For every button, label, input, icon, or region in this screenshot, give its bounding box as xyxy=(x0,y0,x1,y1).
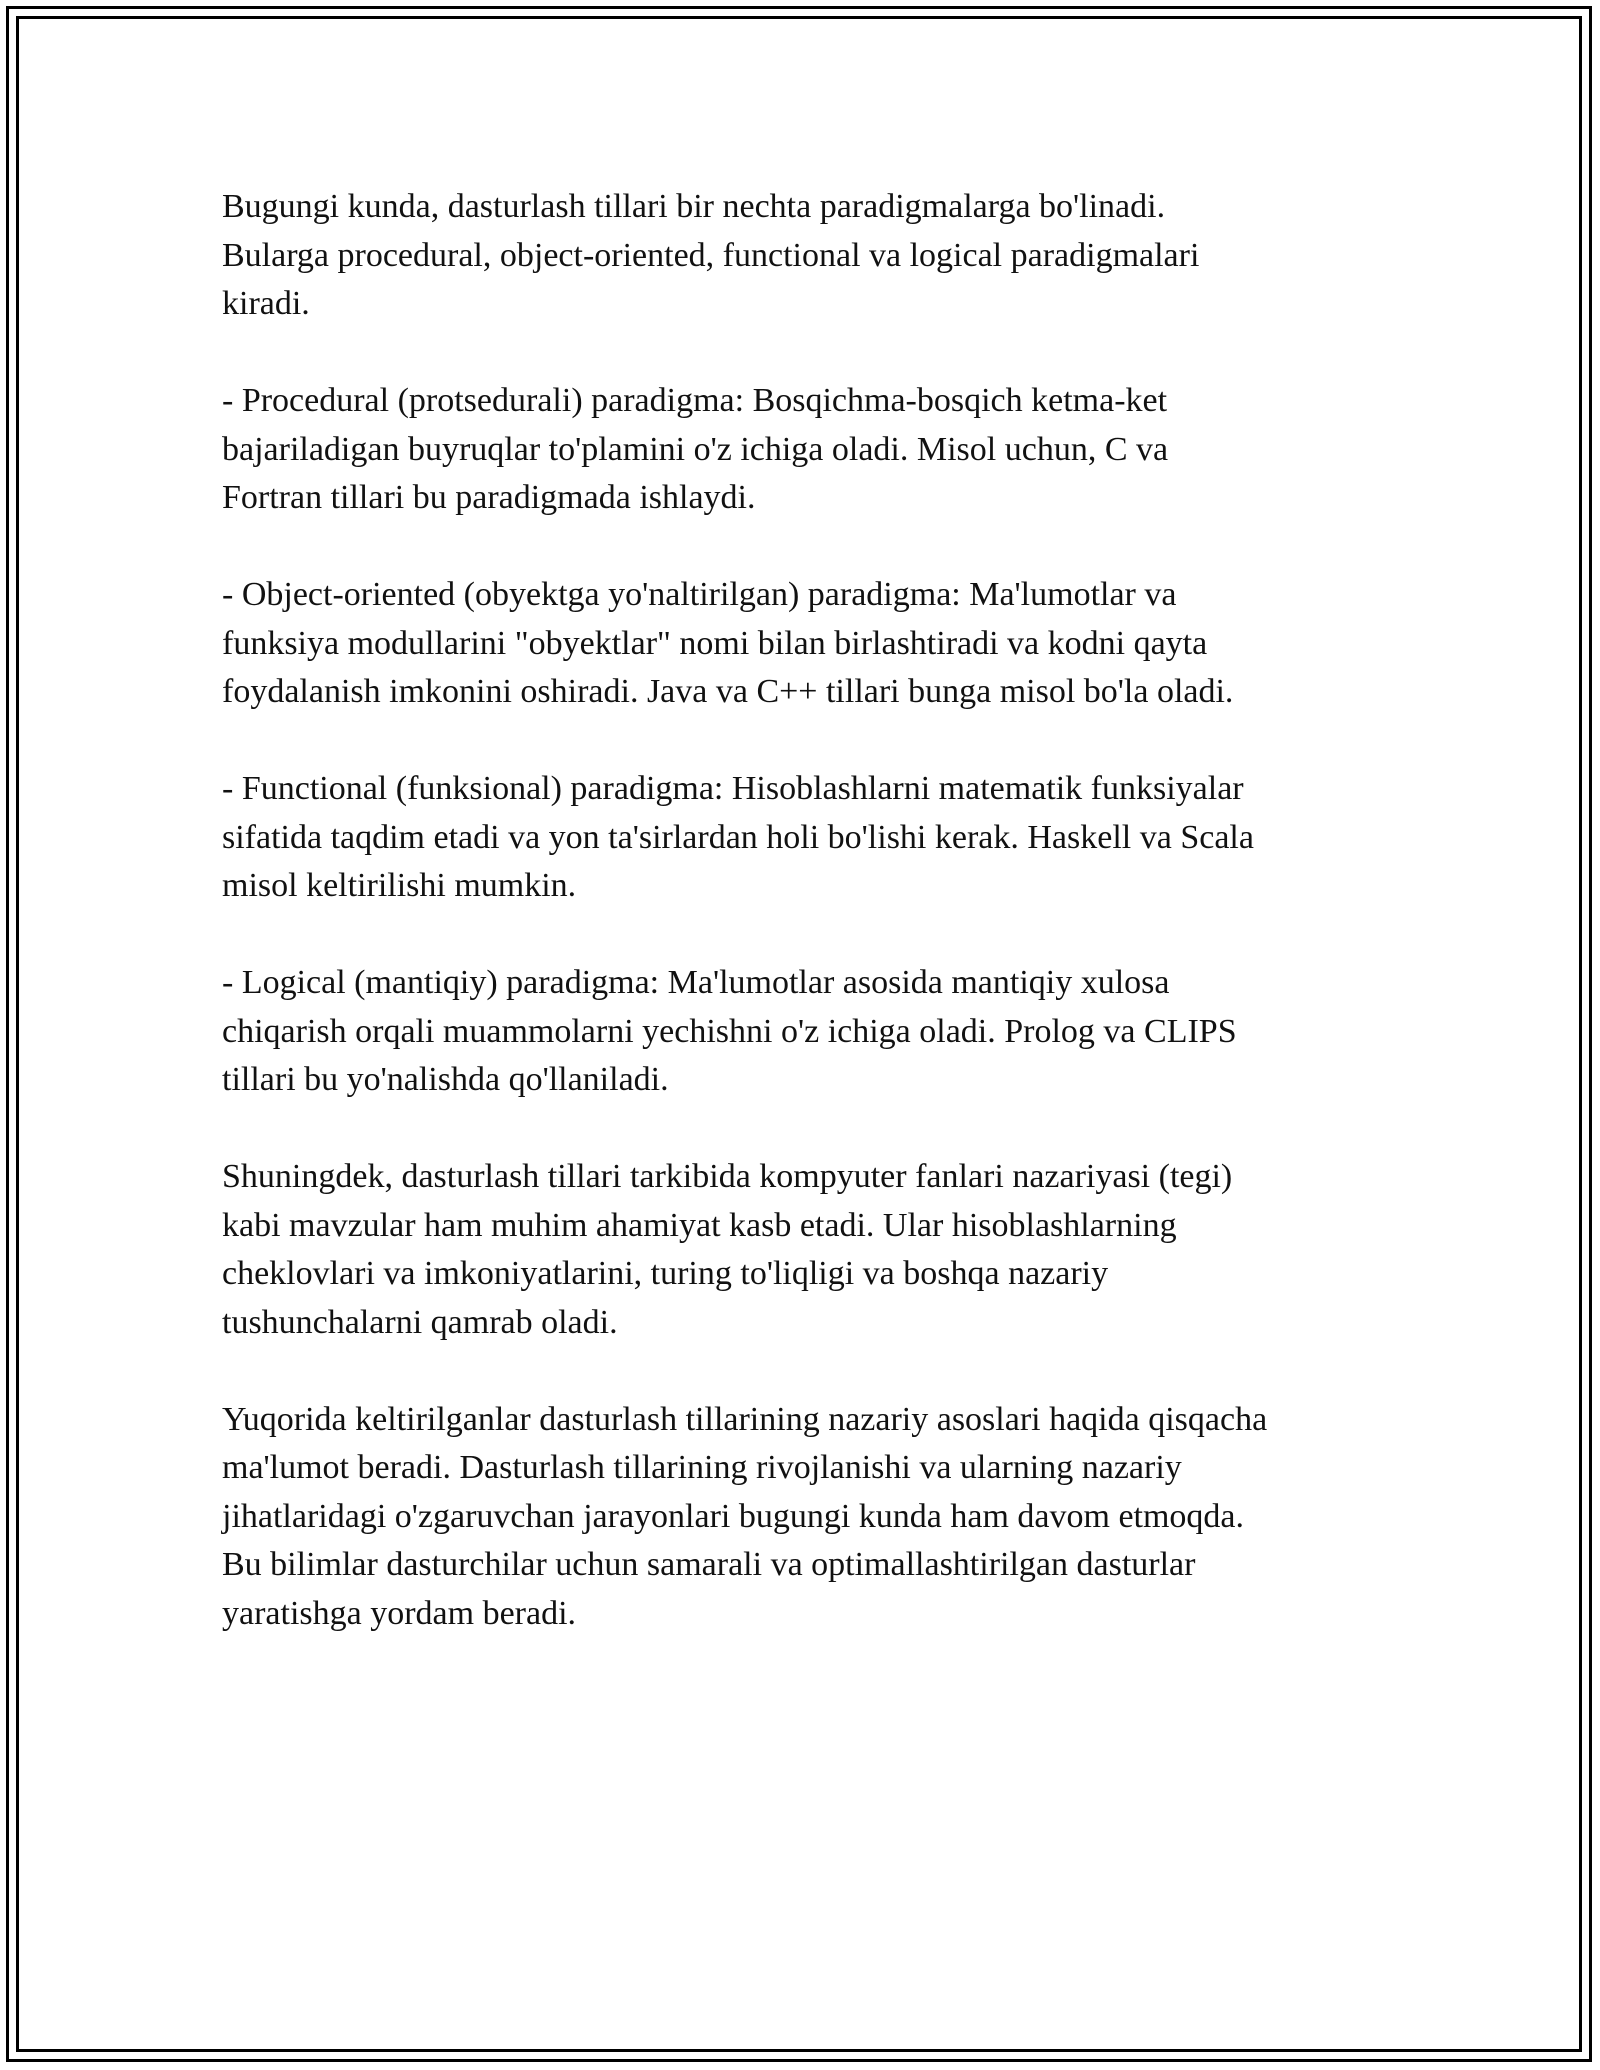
text-line: Bularga procedural, object-oriented, functional va logical paradigmalari xyxy=(222,236,1200,274)
text-line: tushunchalarni qamrab oladi. xyxy=(222,1303,618,1341)
paragraph-functional xyxy=(222,765,1372,911)
text-line: funksiya modullarini "obyektlar" nomi bilan birlashtiradi va kodni qayta xyxy=(222,624,1208,662)
text-line: Yuqorida keltirilganlar dasturlash tillarining nazariy asoslari haqida qisqacha xyxy=(222,1400,1268,1438)
text-line: bajariladigan buyruqlar to'plamini o'z ichiga oladi. Misol uchun, C va xyxy=(222,430,1169,468)
text-line: tillari bu yo'nalishda qo'llaniladi. xyxy=(222,1061,669,1098)
text-line: - Procedural (protsedurali) paradigma: Bosqichma-bosqich ketma-ket xyxy=(222,382,1168,419)
paragraph-logical xyxy=(222,959,1372,1105)
text-line: - Object-oriented (obyektga yo'naltirilgan) paradigma: Ma'lumotlar va xyxy=(222,576,1177,613)
text-line: - Logical (mantiqiy) paradigma: Ma'lumotlar asosida mantiqiy xulosa xyxy=(222,964,1170,1001)
paragraph-conclusion xyxy=(222,1396,1372,1639)
document-body xyxy=(222,183,1372,1687)
text-line: Fortran tillari bu paradigmada ishlaydi. xyxy=(222,479,756,516)
text-line: Bugungi kunda, dasturlash tillari bir nechta paradigmalarga bo'linadi. xyxy=(222,188,1166,225)
text-line: misol keltirilishi mumkin. xyxy=(222,867,577,904)
text-line: Bu bilimlar dasturchilar uchun samarali va optimallashtirilgan dasturlar xyxy=(222,1546,1196,1583)
paragraph-theory xyxy=(222,1153,1372,1347)
text-line: jihatlaridagi o'zgaruvchan jarayonlari bugungi kunda ham davom etmoqda. xyxy=(222,1497,1245,1535)
text-line: sifatida taqdim etadi va yon ta'sirlardan holi bo'lishi kerak. Haskell va Scala xyxy=(222,818,1254,856)
text-line: - Functional (funksional) paradigma: Hisoblashlarni matematik funksiyalar xyxy=(222,770,1244,807)
text-line: chiqarish orqali muammolarni yechishni o'z ichiga oladi. Prolog va CLIPS xyxy=(222,1012,1237,1050)
text-line: Shuningdek, dasturlash tillari tarkibida kompyuter fanlari nazariyasi (tegi) xyxy=(222,1158,1233,1195)
text-line: kabi mavzular ham muhim ahamiyat kasb etadi. Ular hisoblashlarning xyxy=(222,1206,1177,1244)
text-line: yaratishga yordam beradi. xyxy=(222,1594,577,1632)
text-line: foydalanish imkonini oshiradi. Java va C++ tillari bunga misol bo'la oladi. xyxy=(222,673,1234,710)
paragraph-object-oriented xyxy=(222,571,1372,717)
text-line: kiradi. xyxy=(222,285,310,322)
paragraph-intro xyxy=(222,183,1372,329)
paragraph-procedural xyxy=(222,377,1372,523)
text-line: cheklovlari va imkoniyatlarini, turing to'liqligi va boshqa nazariy xyxy=(222,1255,1109,1292)
text-line: ma'lumot beradi. Dasturlash tillarining rivojlanishi va ularning nazariy xyxy=(222,1449,1182,1486)
